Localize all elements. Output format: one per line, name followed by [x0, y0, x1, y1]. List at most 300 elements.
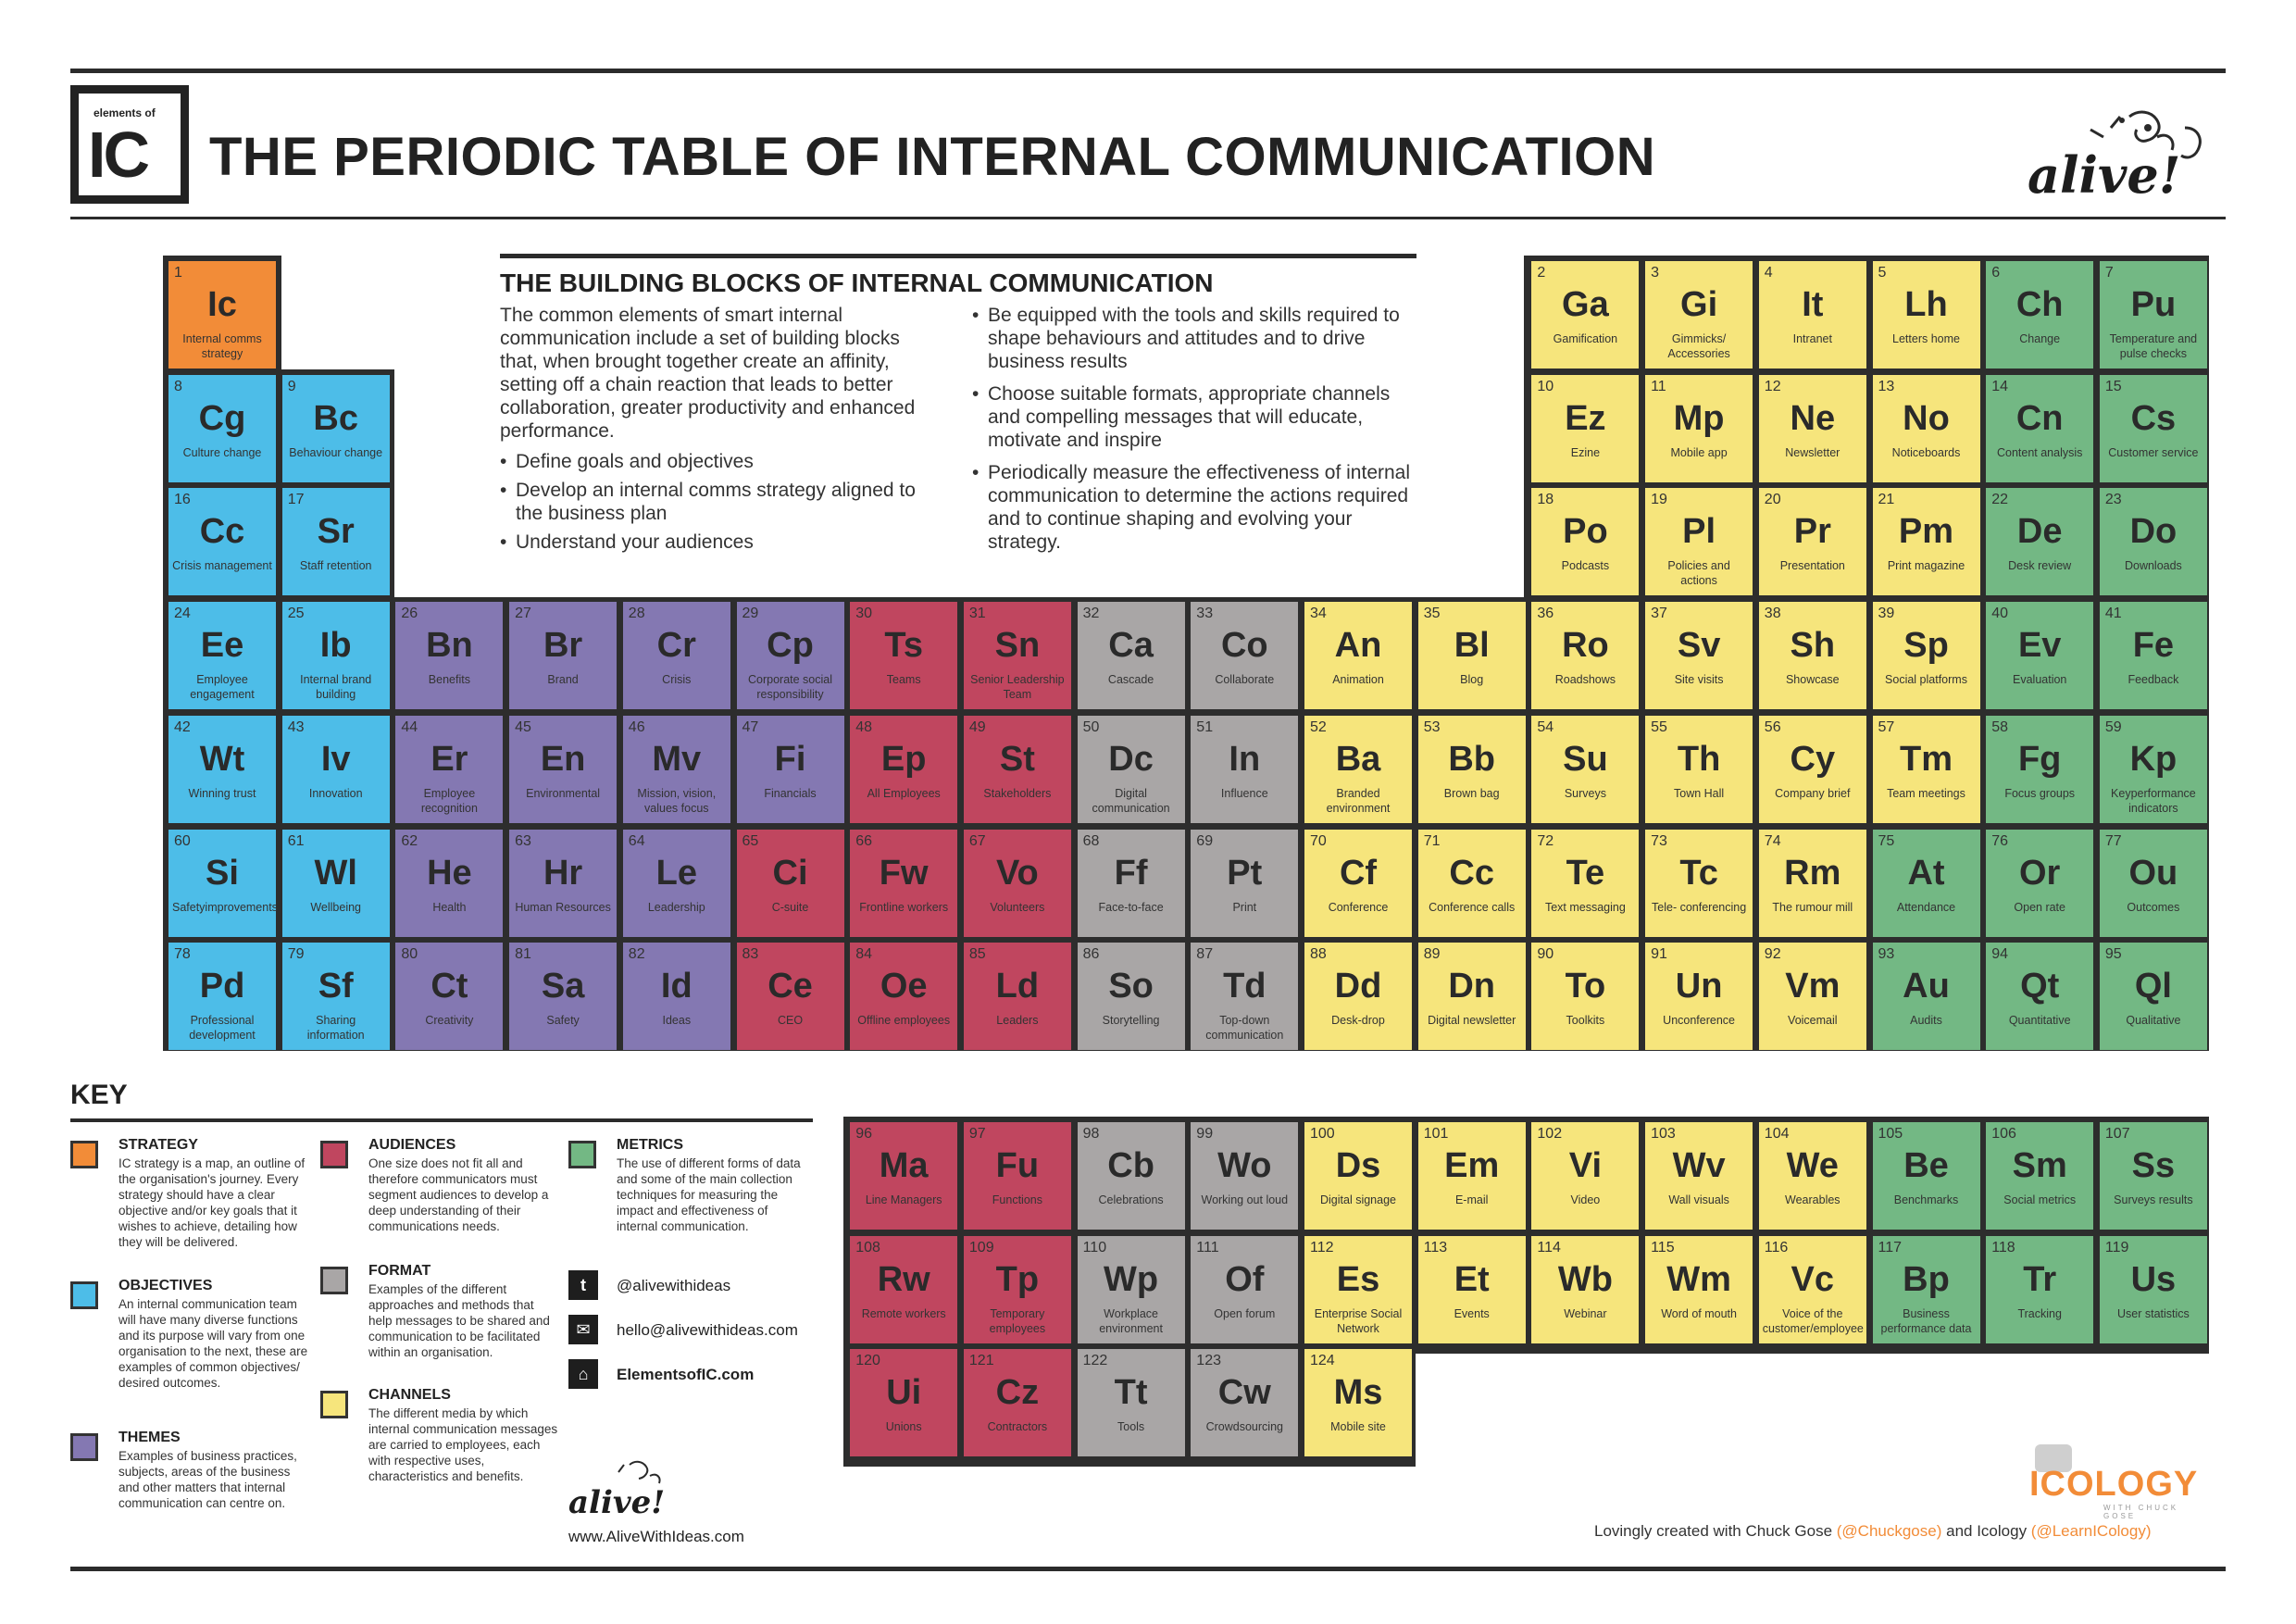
element-tile-sf [282, 943, 390, 1050]
element-tile-wv [1645, 1122, 1753, 1230]
element-symbol: Vm [1785, 967, 1841, 1006]
element-tile-vc [1759, 1236, 1866, 1343]
element-symbol: De [2016, 512, 2063, 552]
element-symbol: Cb [1107, 1146, 1154, 1185]
chuckgose-handle[interactable]: (@Chuckgose) [1836, 1522, 1942, 1540]
logo-big-text: IC [88, 119, 147, 191]
element-number: 62 [401, 832, 418, 849]
element-name: Blog [1460, 673, 1484, 687]
element-number: 99 [1196, 1126, 1214, 1142]
key-swatch [320, 1141, 348, 1168]
element-number: 92 [1764, 946, 1781, 963]
element-tile-sn [964, 602, 1071, 709]
element-symbol: Cy [1790, 739, 1836, 779]
element-name: Enterprise Social Network [1314, 1306, 1403, 1335]
element-name: Social platforms [1885, 673, 1967, 687]
element-tile-be [1873, 1122, 1980, 1230]
key-heading: METRICS [617, 1137, 683, 1153]
element-number: 79 [287, 946, 305, 963]
website-link[interactable]: ElementsofIC.com [617, 1366, 755, 1383]
element-symbol: Dn [1448, 967, 1496, 1006]
element-tile-pd [168, 943, 276, 1050]
element-symbol: Wo [1217, 1146, 1272, 1185]
element-name: Desk review [2008, 559, 2072, 573]
element-number: 84 [855, 946, 872, 963]
element-number: 41 [2104, 606, 2122, 622]
element-tile-wm [1645, 1236, 1753, 1343]
element-number: 102 [1537, 1126, 1563, 1142]
email-address[interactable]: hello@alivewithideas.com [617, 1321, 798, 1339]
element-symbol: Qt [2020, 967, 2060, 1006]
element-number: 50 [1082, 718, 1100, 735]
element-number: 120 [855, 1353, 880, 1369]
intro-bullet: • Define goals and objectives [500, 450, 935, 473]
element-symbol: Pm [1898, 512, 1954, 552]
element-name: Leadership [647, 900, 705, 914]
element-name: Presentation [1779, 559, 1845, 573]
element-symbol: Pr [1793, 512, 1831, 552]
element-name: Print [1232, 900, 1257, 914]
element-name: Tools [1117, 1420, 1145, 1434]
element-number: 26 [401, 606, 418, 622]
element-tile-pt [1191, 830, 1298, 937]
key-swatch [70, 1141, 98, 1168]
element-symbol: Ep [880, 739, 927, 779]
element-symbol: Ev [2017, 626, 2062, 666]
element-number: 66 [855, 832, 872, 849]
element-name: The rumour mill [1772, 900, 1853, 914]
element-tile-de [1986, 488, 2093, 595]
element-symbol: Sv [1677, 626, 1721, 666]
element-tile-dd [1304, 943, 1412, 1050]
element-symbol: Rw [877, 1259, 930, 1299]
element-tile-iv [282, 716, 390, 823]
element-name: Cascade [1107, 673, 1154, 687]
element-tile-an [1304, 602, 1412, 709]
element-number: 30 [855, 606, 872, 622]
element-symbol: Ms [1333, 1373, 1383, 1413]
element-tile-ne [1759, 375, 1866, 482]
element-number: 3 [1651, 265, 1659, 281]
element-name: Teams [886, 673, 921, 687]
alive-logo-text: alive! [2028, 145, 2181, 205]
element-symbol: Sf [318, 967, 354, 1006]
element-name: Digital communication [1092, 786, 1170, 815]
element-name: Environmental [526, 786, 601, 800]
element-name: Audits [1910, 1014, 1942, 1028]
element-number: 106 [1991, 1126, 2016, 1142]
element-name: Unions [885, 1420, 922, 1434]
element-name: Employee recognition [420, 786, 478, 815]
key-description: The different media by which internal communication messages are carried to employees, each with respective uses, characteristics and benefits. [368, 1406, 558, 1483]
element-tile-vo [964, 830, 1071, 937]
element-name: Tracking [2017, 1306, 2062, 1320]
element-number: 122 [1082, 1353, 1108, 1369]
element-number: 20 [1764, 492, 1781, 508]
element-symbol: Wm [1666, 1259, 1731, 1299]
element-name: Voicemail [1788, 1014, 1838, 1028]
element-number: 112 [1310, 1239, 1334, 1255]
element-name: Financials [764, 786, 817, 800]
element-symbol: Vo [996, 853, 1039, 893]
key-swatch [568, 1141, 596, 1168]
element-number: 37 [1651, 606, 1667, 622]
element-symbol: Cn [2015, 398, 2064, 438]
element-number: 15 [2104, 378, 2122, 394]
element-symbol: Wt [199, 739, 245, 779]
element-tile-in [1191, 716, 1298, 823]
element-tile-si [168, 830, 276, 937]
element-symbol: Ib [319, 626, 352, 666]
element-symbol: To [1565, 967, 1606, 1006]
element-tile-or [1986, 830, 2093, 937]
element-name: Mission, vision, values focus [637, 786, 717, 815]
element-symbol: Wb [1557, 1259, 1613, 1299]
element-tile-st [964, 716, 1071, 823]
element-tile-ch [1986, 261, 2093, 369]
alive-logo-small-text: alive! [568, 1484, 666, 1521]
element-symbol: Iv [320, 739, 351, 779]
element-tile-ts [850, 602, 957, 709]
icology-handle[interactable]: (@LearnICology) [2030, 1522, 2152, 1540]
element-tile-ee [168, 602, 276, 709]
key-heading: THEMES [119, 1430, 181, 1445]
element-tile-cz [964, 1349, 1071, 1456]
element-symbol: En [540, 739, 586, 779]
element-name: Winning trust [188, 786, 256, 800]
element-number: 31 [968, 606, 986, 622]
element-tile-pm [1873, 488, 1980, 595]
element-tile-ep [850, 716, 957, 823]
element-name: Toolkits [1566, 1014, 1605, 1028]
element-symbol: Sh [1790, 626, 1836, 666]
element-name: Town Hall [1674, 786, 1725, 800]
icology-subtitle: WITH CHUCK GOSE [2103, 1504, 2179, 1520]
element-name: Animation [1332, 673, 1384, 687]
element-number: 72 [1537, 832, 1554, 849]
element-tile-cg [168, 375, 276, 482]
element-symbol: Ci [772, 853, 808, 893]
element-tile-ib [282, 602, 390, 709]
element-name: User statistics [2116, 1306, 2190, 1320]
element-name: C-suite [771, 900, 809, 914]
element-name: Ideas [662, 1014, 692, 1028]
key-swatch [320, 1267, 348, 1294]
element-tile-bb [1418, 716, 1526, 823]
element-number: 89 [1423, 946, 1441, 963]
element-tile-ui [850, 1349, 957, 1456]
element-tile-sp [1873, 602, 1980, 709]
element-name: Print magazine [1887, 559, 1965, 573]
element-tile-co [1191, 602, 1298, 709]
element-tile-tp [964, 1236, 1071, 1343]
element-name: Innovation [308, 786, 363, 800]
element-name: Conference [1328, 900, 1389, 914]
header-rule [70, 217, 2226, 219]
element-tile-dc [1078, 716, 1185, 823]
key-title: KEY [70, 1080, 128, 1110]
element-symbol: Wp [1104, 1259, 1159, 1299]
top-rule [70, 69, 2226, 73]
twitter-handle[interactable]: @alivewithideas [617, 1277, 731, 1294]
element-symbol: Ro [1562, 626, 1609, 666]
element-symbol: Ne [1790, 398, 1836, 438]
element-number: 4 [1764, 265, 1773, 281]
element-number: 14 [1991, 378, 2008, 394]
element-tile-bp [1873, 1236, 1980, 1343]
element-tile-th [1645, 716, 1753, 823]
element-name: Face-to-face [1098, 900, 1164, 914]
home-icon: ⌂ [568, 1359, 598, 1389]
element-name: Content analysis [1996, 445, 2083, 459]
element-tile-ct [395, 943, 503, 1050]
element-name: Temporary employees [989, 1306, 1046, 1335]
alive-website[interactable]: www.AliveWithIdeas.com [568, 1528, 744, 1545]
element-symbol: Fw [879, 853, 929, 893]
element-symbol: Ct [430, 967, 468, 1006]
element-symbol: Bc [313, 398, 358, 438]
element-number: 115 [1651, 1239, 1675, 1255]
element-number: 118 [1991, 1239, 2015, 1255]
element-number: 74 [1764, 832, 1781, 849]
element-name: Internal comms strategy [182, 332, 262, 360]
element-symbol: Bb [1448, 739, 1496, 779]
element-symbol: Ic [207, 285, 237, 324]
element-number: 69 [1196, 832, 1214, 849]
element-symbol: Cr [656, 626, 696, 666]
element-symbol: Sr [317, 512, 355, 552]
element-name: Remote workers [861, 1306, 946, 1320]
element-number: 46 [628, 718, 645, 735]
element-tile-cf [1304, 830, 1412, 937]
element-number: 28 [628, 606, 645, 622]
element-symbol: Dc [1108, 739, 1154, 779]
element-number: 54 [1537, 718, 1554, 735]
element-number: 49 [968, 718, 986, 735]
element-symbol: Cz [995, 1373, 1040, 1413]
element-tile-wo [1191, 1122, 1298, 1230]
element-tile-hr [509, 830, 617, 937]
element-number: 48 [855, 718, 872, 735]
element-name: Collaborate [1215, 673, 1275, 687]
element-tile-of [1191, 1236, 1298, 1343]
element-name: Behaviour change [289, 445, 383, 459]
elements-of-ic-logo [70, 85, 189, 204]
element-symbol: Ou [2128, 853, 2178, 893]
mail-icon: ✉ [568, 1315, 598, 1344]
element-tile-cy [1759, 716, 1866, 823]
element-tile-pr [1759, 488, 1866, 595]
element-symbol: No [1903, 398, 1950, 438]
element-name: Text messaging [1544, 900, 1626, 914]
intro-paragraph: The common elements of smart internal communication include a set of building blocks that, when brought together create an affinity, setting off a chain reaction that leads to better collaboration, greater productivity and enhanced performance. [500, 305, 916, 442]
element-symbol: Su [1563, 739, 1608, 779]
icology-logo [2029, 1444, 2215, 1520]
element-symbol: Po [1563, 512, 1608, 552]
element-tile-no [1873, 375, 1980, 482]
intro-title: THE BUILDING BLOCKS OF INTERNAL COMMUNICATION [500, 269, 1214, 297]
key-description: Examples of the different approaches and methods that help messages to be shared and communication to be facilitated within an organisation. [368, 1282, 550, 1359]
element-name: Qualitative [2126, 1014, 2181, 1028]
element-number: 35 [1423, 606, 1441, 622]
twitter-icon: t [568, 1270, 598, 1300]
element-number: 117 [1878, 1239, 1903, 1255]
element-number: 71 [1423, 832, 1441, 849]
element-tile-ms [1304, 1349, 1412, 1456]
element-name: Gimmicks/ Accessories [1667, 332, 1730, 360]
element-tile-ss [2100, 1122, 2207, 1230]
element-number: 63 [515, 832, 531, 849]
element-number: 90 [1537, 946, 1554, 963]
element-number: 1 [174, 265, 182, 281]
element-tile-sa [509, 943, 617, 1050]
element-symbol: Bl [1454, 626, 1490, 666]
element-tile-ld [964, 943, 1071, 1050]
key-description: The use of different forms of data and some of the main collection techniques for measuring the impact and effectiveness of internal communication. [617, 1156, 801, 1233]
element-name: Surveys results [2114, 1193, 2193, 1206]
element-name: Mobile site [1330, 1420, 1386, 1434]
element-number: 110 [1082, 1239, 1107, 1255]
element-symbol: Th [1677, 739, 1721, 779]
element-symbol: Pl [1682, 512, 1716, 552]
element-symbol: Fu [995, 1146, 1040, 1185]
element-tile-cc [1418, 830, 1526, 937]
element-tile-le [623, 830, 730, 937]
logo-small-text: elements of [94, 106, 156, 119]
element-number: 32 [1082, 606, 1100, 622]
element-symbol: Sm [2012, 1146, 2067, 1185]
element-symbol: Pd [199, 967, 245, 1006]
element-tile-so [1078, 943, 1185, 1050]
element-tile-cp [737, 602, 844, 709]
element-symbol: Or [2019, 853, 2061, 893]
element-name: Company brief [1775, 786, 1851, 800]
element-number: 81 [515, 946, 531, 963]
credit-line [1594, 1522, 2152, 1541]
element-tile-wt [168, 716, 276, 823]
element-symbol: Ff [1114, 853, 1148, 893]
element-tile-et [1418, 1236, 1526, 1343]
element-symbol: Cw [1217, 1373, 1271, 1413]
element-tile-ca [1078, 602, 1185, 709]
element-tile-es [1304, 1236, 1412, 1343]
element-tile-cw [1191, 1349, 1298, 1456]
key-description: IC strategy is a map, an outline of the organisation's journey. Every strategy should have a clear objective and/or key goals that it wishes to achieve, detailing how they will be delivered. [119, 1156, 306, 1249]
element-symbol: Id [660, 967, 693, 1006]
element-tile-fi [737, 716, 844, 823]
element-symbol: Tc [1679, 853, 1718, 893]
element-number: 77 [2104, 832, 2122, 849]
element-tile-it [1759, 261, 1866, 369]
element-number: 76 [1991, 832, 2008, 849]
element-name: Change [2019, 332, 2061, 345]
element-number: 12 [1764, 378, 1781, 394]
element-tile-wb [1531, 1236, 1639, 1343]
element-number: 119 [2104, 1239, 2129, 1255]
element-name: Influence [1220, 786, 1268, 800]
element-number: 52 [1310, 718, 1327, 735]
element-number: 107 [2104, 1126, 2130, 1142]
element-name: Senior Leadership Team [970, 673, 1065, 702]
intro-bullet: • Be equipped with the tools and skills required to shape behaviours and attitudes and to drive business results [972, 304, 1416, 373]
element-number: 97 [968, 1126, 986, 1142]
element-number: 51 [1196, 718, 1214, 735]
element-tile-bl [1418, 602, 1526, 709]
element-name: Video [1570, 1193, 1601, 1206]
element-symbol: Tt [1114, 1373, 1148, 1413]
element-number: 19 [1651, 492, 1667, 508]
element-symbol: It [1802, 285, 1824, 324]
key-rule [70, 1118, 813, 1122]
element-number: 42 [174, 718, 191, 735]
element-name: Open forum [1214, 1306, 1276, 1320]
element-name: Desk-drop [1331, 1014, 1385, 1028]
element-tile-un [1645, 943, 1753, 1050]
element-symbol: Tp [995, 1259, 1040, 1299]
element-number: 124 [1310, 1353, 1335, 1369]
element-number: 22 [1991, 492, 2008, 508]
element-number: 39 [1878, 606, 1895, 622]
element-tile-en [509, 716, 617, 823]
intro-rule [500, 254, 1416, 258]
element-tile-te [1531, 830, 1639, 937]
element-name: Leaders [996, 1014, 1039, 1028]
element-symbol: Ql [2134, 967, 2172, 1006]
element-number: 109 [968, 1239, 994, 1255]
icology-wordmark: ICOLOGY [2029, 1465, 2199, 1504]
element-tile-gi [1645, 261, 1753, 369]
element-name: Site visits [1674, 673, 1724, 687]
element-symbol: Te [1566, 853, 1605, 893]
element-tile-id [623, 943, 730, 1050]
element-number: 10 [1537, 378, 1554, 394]
element-symbol: We [1786, 1146, 1839, 1185]
element-tile-cr [623, 602, 730, 709]
element-symbol: Bn [426, 626, 473, 666]
element-name: Webinar [1564, 1306, 1607, 1320]
element-tile-rw [850, 1236, 957, 1343]
element-name: Benchmarks [1893, 1193, 1959, 1206]
element-tile-ff [1078, 830, 1185, 937]
element-number: 113 [1423, 1239, 1448, 1255]
element-symbol: Ba [1335, 739, 1381, 779]
element-name: Customer service [2108, 445, 2199, 459]
element-number: 116 [1764, 1239, 1789, 1255]
element-number: 38 [1764, 606, 1781, 622]
element-name: Health [432, 900, 467, 914]
element-tile-fg [1986, 716, 2093, 823]
element-name: Frontline workers [859, 900, 949, 914]
credit-text: and Icology [1941, 1522, 2031, 1540]
element-name: Professional development [189, 1014, 256, 1043]
element-name: Stakeholders [983, 786, 1052, 800]
element-symbol: An [1334, 626, 1382, 666]
element-name: Contractors [987, 1420, 1048, 1434]
element-name: Safety [546, 1014, 580, 1028]
element-tile-su [1531, 716, 1639, 823]
element-tile-vm [1759, 943, 1866, 1050]
element-name: Showcase [1785, 673, 1840, 687]
element-name: Downloads [2124, 559, 2182, 573]
element-number: 11 [1651, 378, 1666, 394]
element-name: Keyperformance indicators [2111, 786, 2196, 815]
element-tile-bn [395, 602, 503, 709]
element-number: 91 [1651, 946, 1667, 963]
element-symbol: Ch [2015, 285, 2064, 324]
element-number: 5 [1878, 265, 1887, 281]
element-name: Benefits [428, 673, 470, 687]
element-symbol: Au [1903, 967, 1950, 1006]
